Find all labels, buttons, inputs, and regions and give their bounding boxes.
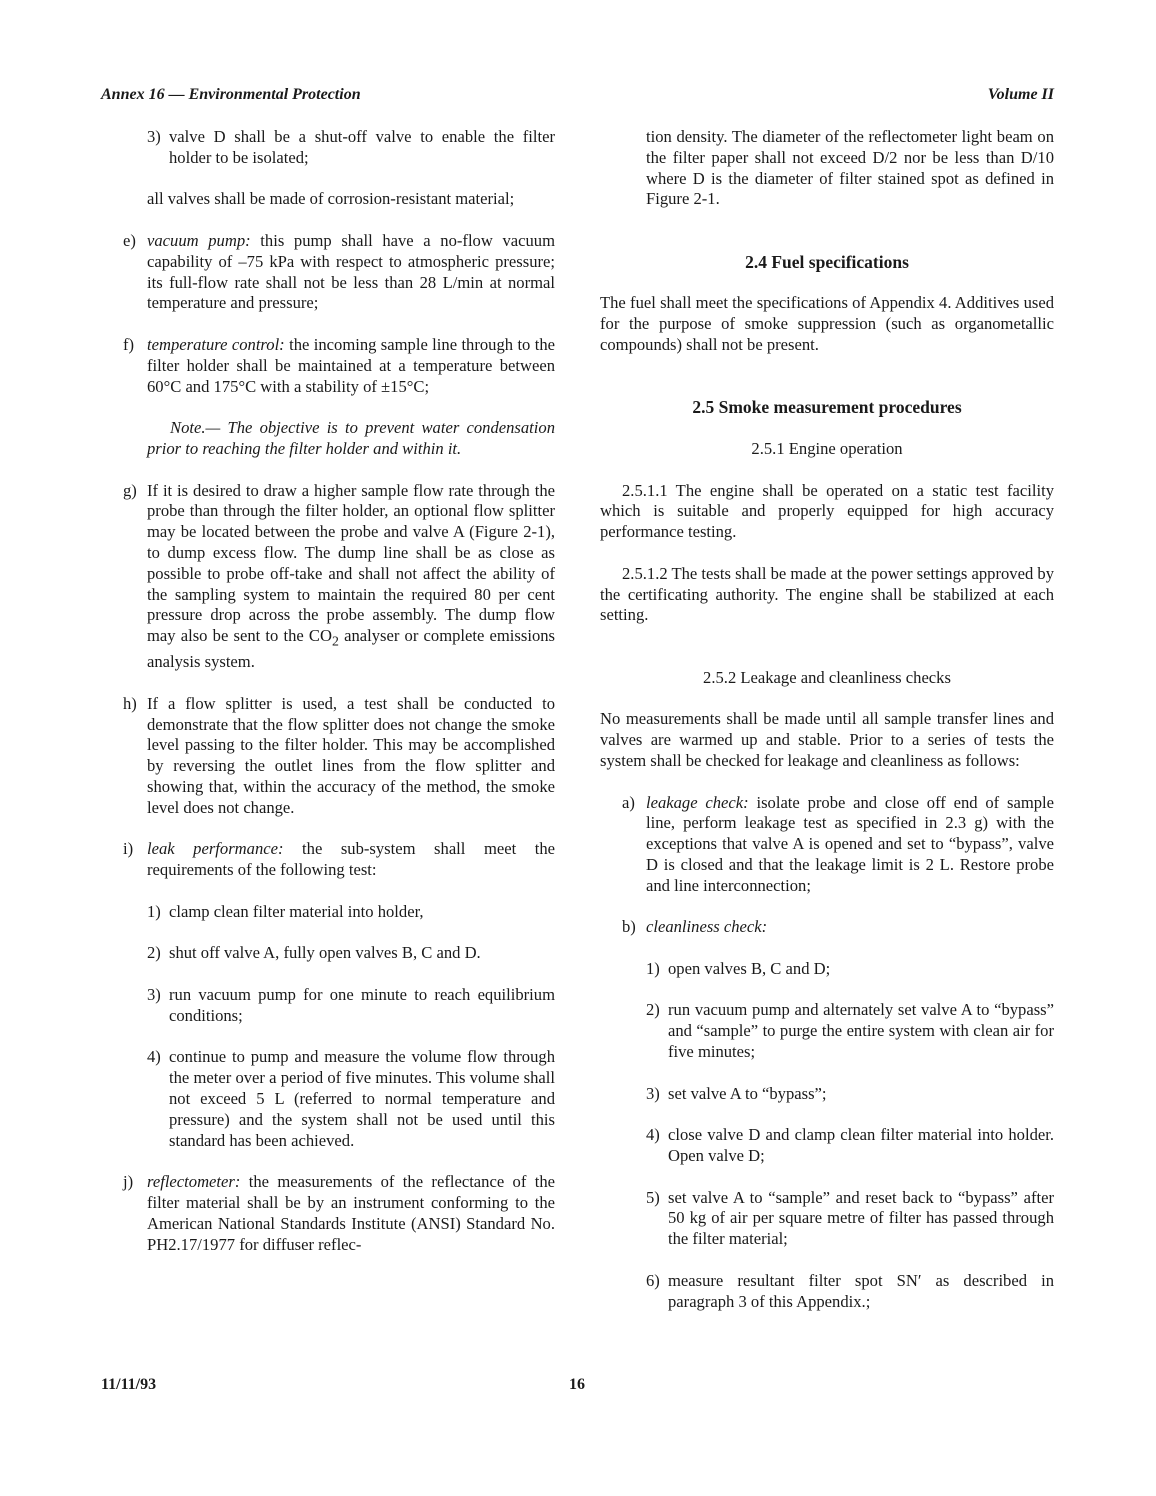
list-text: set valve A to “sample” and reset back to “bypass” after 50 kg of air per square metre of filter has passed through the filter material; (668, 1187, 1054, 1249)
list-item-j (101, 1172, 555, 1255)
list-text: valve D shall be a shut-off valve to enable the filter holder to be isolated; (169, 127, 555, 167)
list-label: 4) (646, 1125, 660, 1145)
list-item-e (101, 231, 555, 314)
term: leak performance: (147, 839, 284, 859)
paragraph-2-5-1-1: 2.5.1.1 The engine shall be operated on a static test facility which is suitable and properly equipped for high accuracy performance testing. (600, 480, 1054, 542)
list-item-h (101, 694, 555, 819)
term: vacuum pump: (147, 230, 251, 250)
list-label: 4) (147, 1047, 161, 1067)
list-text: clamp clean filter material into holder, (169, 901, 424, 921)
list-label: 6) (646, 1270, 660, 1290)
term: cleanliness check: (646, 917, 768, 937)
list-text: If it is desired to draw a higher sample flow rate through the probe than through the filter holder, an optional flow splitter may be located between the probe and valve A (Figure 2-1), to dump excess flow. The dump line shall be as close as possible to probe off-take and shall not affect the ability of the sampling system to maintain the required 80 per cent pressure drop across the probe assembly. The dump flow may also be sent to the CO (147, 480, 555, 646)
list-item-a (600, 793, 1054, 897)
list-label: f) (123, 334, 135, 354)
term: temperature control: (147, 334, 285, 354)
list-text: isolate probe and close off end of sample line, perform leakage test as specified in 2.3 g) with the exceptions that valve A is opened and set to “bypass”, valve D is closed and that the leakage limit is 2 L. Restore probe and line interconnection; (646, 792, 1054, 895)
sub-list-item (600, 1125, 1054, 1167)
sub-list-item (101, 902, 555, 923)
paragraph-2-5-1-2: 2.5.1.2 The tests shall be made at the power settings approved by the certificating authority. The engine shall be stabilized at each setting. (600, 563, 1054, 625)
list-label: 3) (147, 984, 161, 1004)
sub-list-item (101, 1047, 555, 1151)
list-label: 2) (646, 1000, 660, 1020)
list-label: 3) (646, 1083, 660, 1103)
right-column (600, 127, 1054, 1333)
list-text: shut off valve A, fully open valves B, C and D. (169, 943, 481, 963)
term: reflectometer: (147, 1172, 241, 1192)
list-item-g (101, 481, 555, 673)
left-column (101, 127, 555, 1276)
note: Note.— The objective is to prevent water condensation prior to reaching the filter holder and within it. (147, 418, 555, 458)
list-text: the measurements of the reflectance of the filter material shall be by an instrument conforming to the American National Standards Institute (ANSI) Standard No. PH2.17/1977 for diffuser reflec- (147, 1172, 555, 1254)
list-text: analyser or complete emissions analysis system. (147, 626, 555, 672)
paragraph: all valves shall be made of corrosion-resistant material; (147, 189, 515, 209)
subsection-heading-2-5-2: 2.5.2 Leakage and cleanliness checks (703, 667, 951, 687)
list-label: 3) (147, 127, 161, 146)
list-label: 2) (147, 943, 161, 963)
list-label: a) (622, 792, 635, 812)
sub-list-item (101, 943, 555, 964)
paragraph: No measurements shall be made until all sample transfer lines and valves are warmed up and stable. Prior to a series of tests the system shall be checked for leakage and cleanliness as follows: (600, 709, 1054, 770)
sub-list-item (600, 1188, 1054, 1250)
list-text: continue to pump and measure the volume flow through the meter over a period of five minutes. This volume shall not exceed 5 L (referred to normal temperature and pressure) and the system shall not be used until this standard has been achieved. (169, 1047, 555, 1150)
section-heading-2-4: 2.4 Fuel specifications (745, 251, 909, 272)
running-header-volume: Volume II (987, 86, 1054, 103)
sub-list-item (600, 1271, 1054, 1313)
list-item-i (101, 839, 555, 881)
sub-list-item (600, 959, 1054, 980)
list-text: run vacuum pump and alternately set valve A to “bypass” and “sample” to purge the entire system with clean air for five minutes; (668, 1000, 1054, 1062)
page-number: 16 (569, 1376, 585, 1393)
list-label: e) (123, 230, 136, 250)
list-text: close valve D and clamp clean filter material into holder. Open valve D; (668, 1125, 1054, 1166)
list-item (101, 127, 555, 169)
list-label: j) (123, 1172, 134, 1192)
section-heading-2-5: 2.5 Smoke measurement procedures (692, 397, 962, 418)
list-label: g) (123, 480, 137, 500)
footer-date: 11/11/93 (101, 1376, 157, 1393)
list-text: run vacuum pump for one minute to reach equilibrium conditions; (169, 984, 555, 1025)
list-label: h) (123, 693, 137, 713)
list-text: the sub-system shall meet the requirements of the following test: (147, 839, 555, 880)
list-label: 5) (646, 1187, 660, 1207)
list-text: measure resultant filter spot SN′ as described in paragraph 3 of this Appendix.; (668, 1270, 1054, 1311)
list-text: If a flow splitter is used, a test shall be conducted to demonstrate that the flow splitter does not change the smoke level passing to the filter holder. This may be accomplished by reversing the outlet lines from the flow splitter and showing that, within the accuracy of the method, the smoke level does not change. (147, 693, 555, 817)
running-header-title: Annex 16 — Environmental Protection (101, 86, 361, 103)
subscript: 2 (331, 633, 339, 649)
sub-list-item (600, 1084, 1054, 1105)
sub-list-item (600, 1000, 1054, 1062)
list-text: this pump shall have a no-flow vacuum capability of –75 kPa with respect to atmospheric pressure; its full-flow rate shall not be less than 28 L/min at normal temperature and pressure; (147, 230, 556, 313)
list-label: i) (123, 839, 134, 859)
list-text: the incoming sample line through to the filter holder shall be maintained at a temperature between 60°C and 175°C with a stability of ±15°C; (147, 334, 555, 396)
list-item-b (600, 917, 1054, 938)
list-label: b) (622, 917, 636, 937)
list-text: open valves B, C and D; (668, 958, 831, 978)
list-item-f (101, 335, 555, 397)
term: leakage check: (646, 792, 749, 812)
sub-list-item (101, 985, 555, 1027)
list-label: 1) (147, 901, 161, 921)
list-text: set valve A to “bypass”; (668, 1083, 827, 1103)
continued-paragraph: tion density. The diameter of the reflectometer light beam on the filter paper shall not exceed D/2 nor be less than D/10 where D is the diameter of filter stained spot as defined in Figure 2-1. (646, 127, 1054, 209)
paragraph: The fuel shall meet the specifications of Appendix 4. Additives used for the purpose of smoke suppression (such as organometallic compounds) shall not be present. (600, 293, 1054, 354)
list-label: 1) (646, 958, 660, 978)
subsection-heading-2-5-1: 2.5.1 Engine operation (751, 438, 903, 458)
